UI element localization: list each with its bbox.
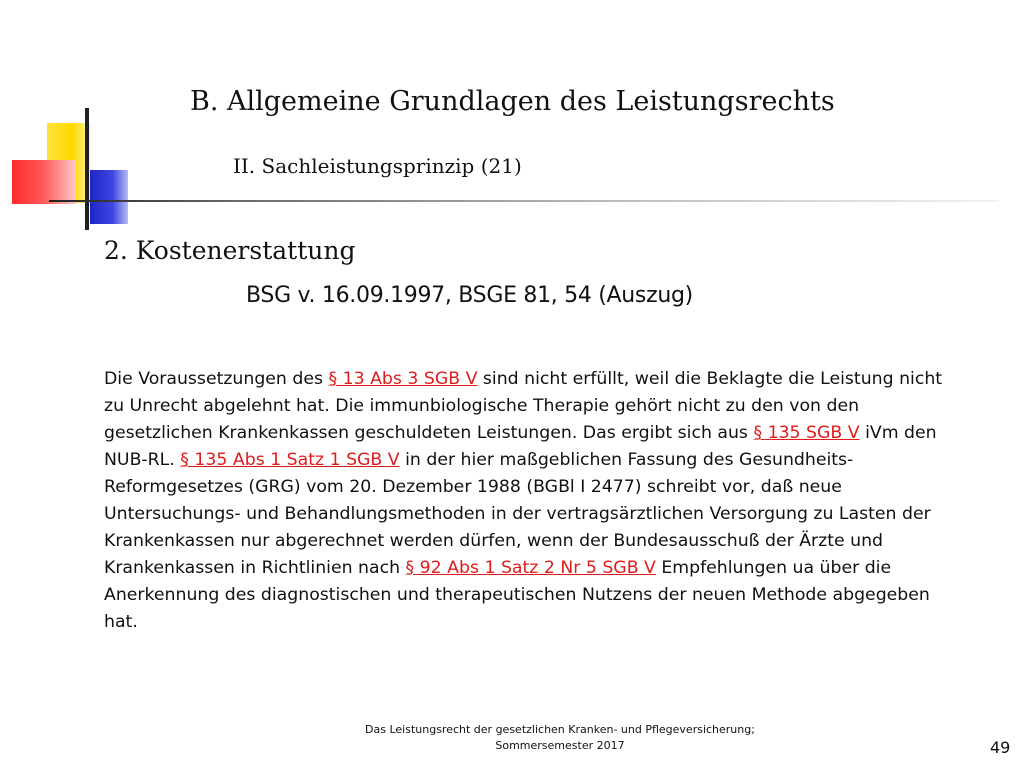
body-text-4: in der hier maßgeblichen Fassung des Gesundheits-Reformgesetzes (GRG) vom 20. Dezember 1988 (BGBl I 2477) schreibt vor, daß neue Untersuchungs- und Behandlungsmethoden in der vertragsärztlichen Versorgung zu Lasten der Krankenkassen nur abgerechnet werden dürfen, wenn der Bundesausschuß der Ärzte und Krankenkassen in Richtlinien nach xyxy=(104,450,931,578)
decor-vertical-line xyxy=(85,108,89,230)
link-sgb-13[interactable]: § 13 Abs 3 SGB V xyxy=(328,369,478,389)
link-sgb-92[interactable]: § 92 Abs 1 Satz 2 Nr 5 SGB V xyxy=(405,558,656,578)
body-paragraph xyxy=(104,366,964,636)
decor-blue-square xyxy=(90,170,128,224)
body-text-3: iVm den NUB-RL. xyxy=(104,423,937,470)
link-sgb-135-abs1[interactable]: § 135 Abs 1 Satz 1 SGB V xyxy=(180,450,400,470)
decor-horizontal-line xyxy=(49,200,999,202)
footer-line-1: Das Leistungsrecht der gesetzlichen Kranken- und Pflegeversicherung; xyxy=(365,723,755,736)
link-sgb-135[interactable]: § 135 SGB V xyxy=(753,423,860,443)
body-text-2: sind nicht erfüllt, weil die Beklagte die Leistung nicht zu Unrecht abgelehnt hat. Die immunbiologische Therapie gehört nicht zu den von den gesetzlichen Krankenkassen geschuldeten Leistungen. Das ergibt sich aus xyxy=(104,369,943,443)
slide-subtitle: II. Sachleistungsprinzip (21) xyxy=(233,154,522,178)
section-heading: 2. Kostenerstattung xyxy=(104,236,356,265)
body-text-5: Empfehlungen ua über die Anerkennung des diagnostischen und therapeutischen Nutzens der neuen Methode abgegeben hat. xyxy=(104,558,930,632)
court-citation: BSG v. 16.09.1997, BSGE 81, 54 (Auszug) xyxy=(246,283,693,308)
slide-footer xyxy=(320,722,800,754)
page-number: 49 xyxy=(990,738,1011,757)
footer-line-2: Sommersemester 2017 xyxy=(495,739,625,752)
body-text-1: Die Voraussetzungen des xyxy=(104,369,329,389)
decor-red-square xyxy=(12,160,76,204)
slide-title: B. Allgemeine Grundlagen des Leistungsrechts xyxy=(190,86,835,117)
